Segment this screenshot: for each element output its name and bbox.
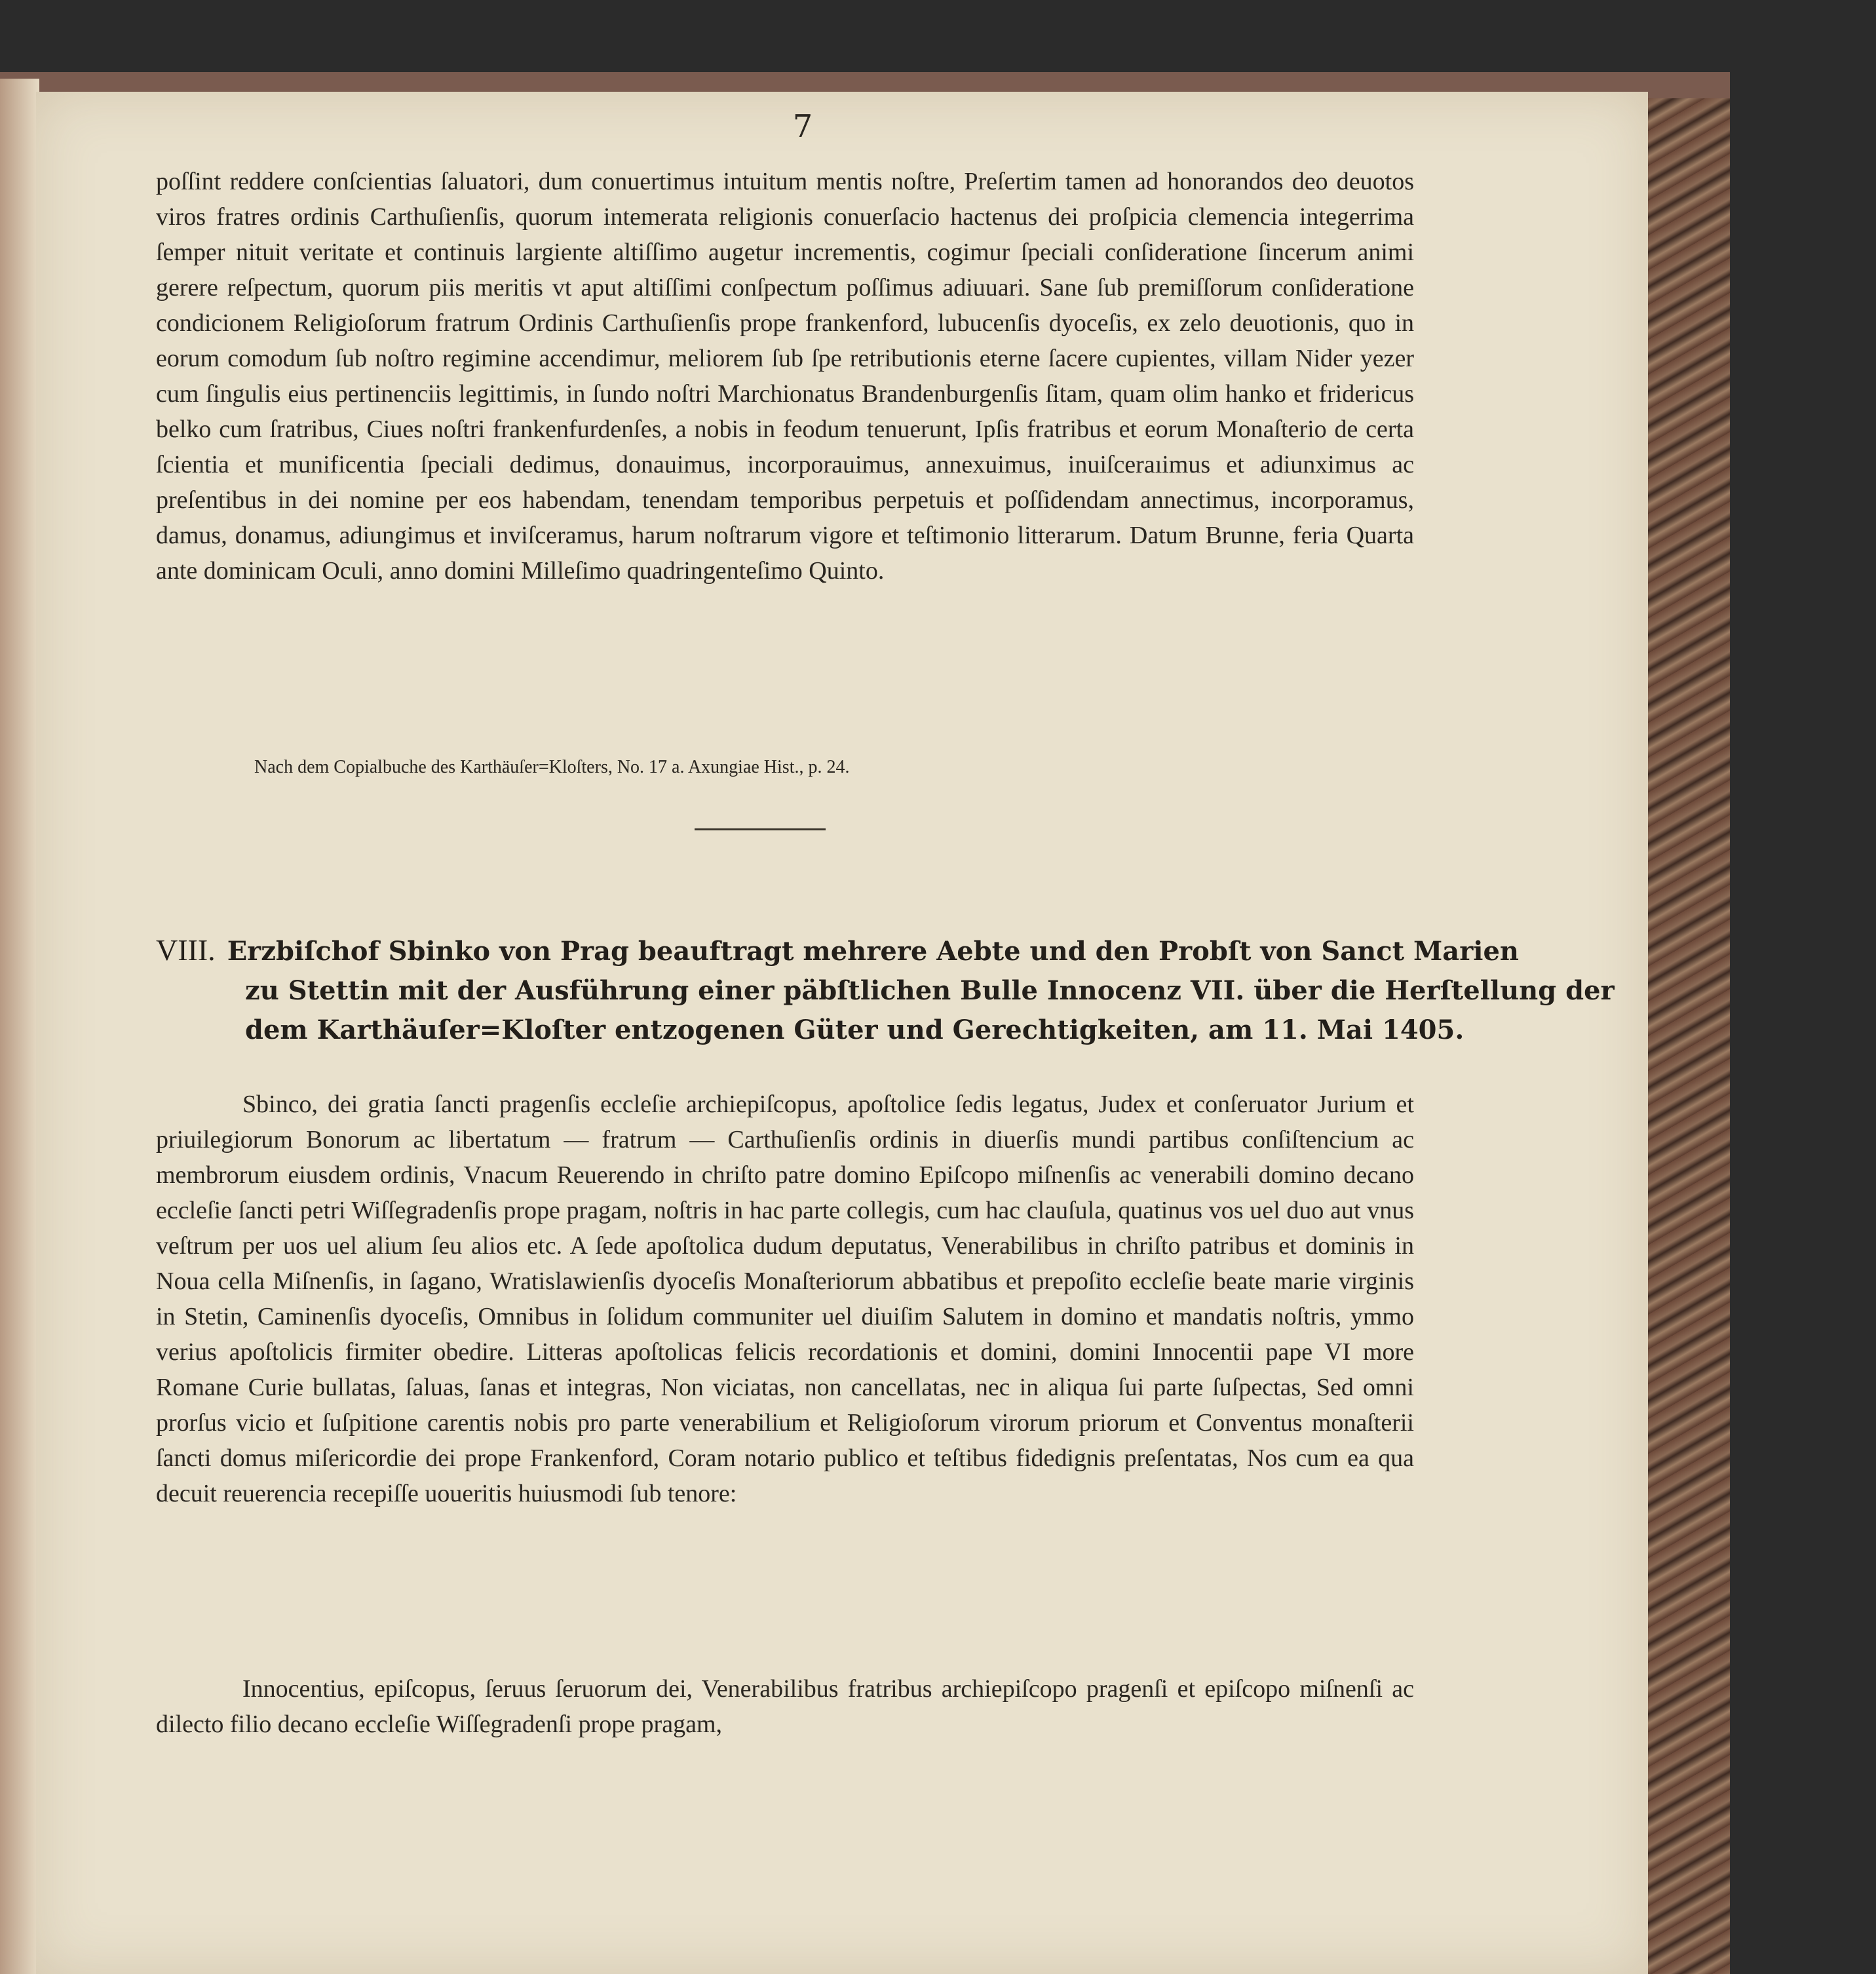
- document-heading: [156, 931, 1615, 1050]
- heading-line-1: [156, 931, 1519, 971]
- heading-line-1-text: Erzbiſchof Sbinko von Prag beauftragt mehrere Aebte und den Probſt von Sanct Marien: [227, 936, 1519, 967]
- source-citation: Nach dem Copialbuche des Karthäuſer=Kloſters, No. 17 a. Axungiae Hist., p. 24.: [254, 757, 850, 777]
- paragraph-charter-end: poſſint reddere conſcientias ſaluatori, dum conuertimus intuitum mentis noſtre, Preſertim tamen ad honorandos deo deuotos viros fratres ordinis Carthuſienſis, quorum intemerata religionis conuerſacio hactenus dei proſpicia clemencia integerrima ſemper nituit veritate et continuis largiente altiſſimo augetur incrementis, cogimur ſpeciali conſideratione ſincerum animi gerere reſpectum, quorum piis meritis vt aput altiſſimi conſpectum poſſimus adiuuari. Sane ſub premiſſorum conſideratione condicionem Religioſorum fratrum Ordinis Carthuſienſis prope frankenford, lubucenſis dyoceſis, ex zelo deuotionis, quo in eorum comodum ſub noſtro regimine accendimur, meliorem ſub ſpe retributionis eterne ſacere cupientes, villam Nider yezer cum ſingulis eius pertinenciis legittimis, in ſundo noſtri Marchionatus Brandenburgenſis ſitam, quam olim hanko et fridericus belko cum ſratribus, Ciues noſtri frankenfurdenſes, a nobis in feodum tenuerunt, Ipſis fratribus et eorum Monaſterio de certa ſcientia et munificentia ſpeciali dedimus, donauimus, incorporauimus, annexuimus, inuiſceraıimus et adiunximus ac preſentibus in dei nomine per eos habendam, tenendam temporibus perpetuis et poſſidendam annectimus, incorporamus, damus, donamus, adiungimus et inviſceramus, harum noſtrarum vigore et teſtimonio litterarum. Datum Brunne, feria Quarta ante dominicam Oculi, anno domini Milleſimo quadringenteſimo Quinto.: [156, 168, 1414, 585]
- heading-number: VIII.: [156, 933, 216, 967]
- paragraph-innocentius: Innocentius, epiſcopus, ſeruus ſeruorum dei, Venerabilibus fratribus archiepiſcopo pragenſi et epiſcopo miſnenſi ac dilecto filio decano eccleſie Wiſſegradenſi prope pragam,: [156, 1675, 1414, 1738]
- heading-line-3: dem Karthäuſer=Kloſter entzogenen Güter und Gerechtigkeiten, am 11. Mai 1405.: [245, 1015, 1464, 1045]
- page-number: 7: [792, 108, 813, 145]
- previous-page-edge: [0, 79, 39, 1974]
- paragraph-sbinco-letter: Sbinco, dei gratia ſancti pragenſis eccleſie archiepiſcopus, apoſtolice ſedis legatus, Judex et conſeruator Jurium et priuilegiorum Bonorum ac libertatum — fratrum — Carthuſienſis ordinis in diuerſis mundi partibus conſiſtencium ac membrorum eiusdem ordinis, Vnacum Reuerendo in chriſto patre domino Epiſcopo miſnenſis ac venerabili domino decano eccleſie ſancti petri Wiſſegradenſis prope pragam, noſtris in hac parte collegis, cum hac clauſula, quatinus vos uel duo aut vnus veſtrum per uos uel alium ſeu alios etc. A ſede apoſtolica dudum deputatus, Venerabilibus in chriſto patribus et dominis in Noua cella Miſnenſis, in ſagano, Wratislawienſis dyoceſis Monaſteriorum abbatibus et prepoſito eccleſie beate marie virginis in Stetin, Caminenſis dyoceſis, Omnibus in ſolidum communiter uel diuiſim Salutem in domino et mandatis noſtris, ymmo verius apoſtolicis firmiter obedire. Litteras apoſtolicas felicis recordationis et domini, domini Innocentii pape VI more Romane Curie bullatas, ſaluas, ſanas et integras, Non viciatas, non cancellatas, nec in aliqua ſui parte ſuſpectas, Sed omni prorſus vicio et ſuſpitione carentis nobis pro parte venerabilium et Religioſorum virorum priorum et Conventus monaſterii ſancti domus miſericordie dei prope Frankenford, Coram notario publico et teſtibus fidedignis preſentatas, Nos cum ea qua decuit reuerencia recepiſſe uoueritis huiusmodi ſub tenore:: [156, 1091, 1414, 1507]
- heading-line-2: zu Stettin mit der Ausführung einer päbſtlichen Bulle Innocenz VII. über die Herſtellung der: [245, 975, 1615, 1006]
- section-divider: [695, 828, 826, 830]
- marbled-book-edge: [1645, 98, 1730, 1974]
